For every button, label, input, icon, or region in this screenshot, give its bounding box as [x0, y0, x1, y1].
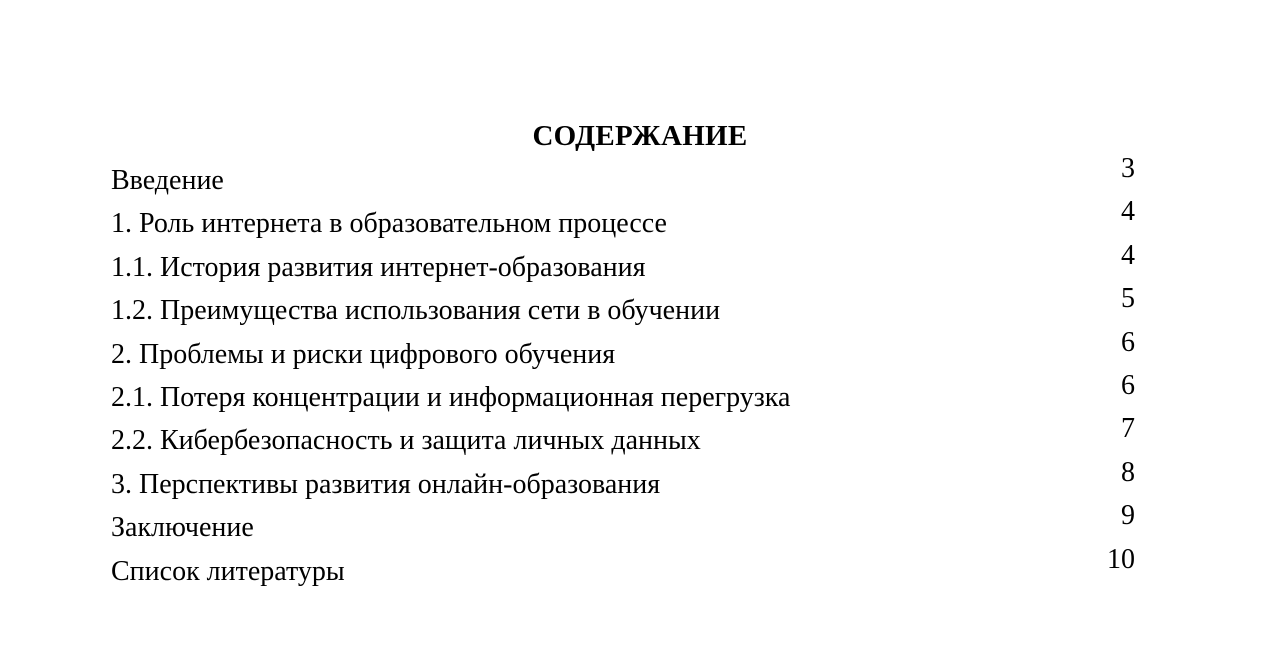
toc-entry-chapter-2 [111, 326, 1141, 377]
toc-entry-chapter-1 [111, 196, 1141, 246]
toc-entry-section-1-2 [111, 283, 1141, 333]
toc-entry-page-number: 7 [1121, 413, 1135, 445]
toc-entry-label: Введение [111, 165, 224, 196]
toc-entry-label: 3. Перспективы развития онлайн-образования [111, 468, 661, 500]
toc-entry-page-number: 4 [1121, 239, 1135, 271]
toc-entry-page-number: 9 [1121, 500, 1135, 532]
toc-entry-label: Заключение [111, 512, 254, 544]
toc-entry-label: 2.1. Потеря концентрации и информационная перегрузка [111, 381, 791, 413]
toc-entry-label: 1. Роль интернета в образовательном процессе [111, 208, 667, 240]
toc-entry-label: 2. Проблемы и риски цифрового обучения [111, 338, 616, 370]
toc-entry-introduction [111, 153, 1141, 203]
toc-title: СОДЕРЖАНИЕ [532, 120, 748, 152]
toc-entry-page-number: 5 [1121, 283, 1135, 315]
toc-entry-conclusion [111, 500, 1141, 550]
toc-entry-chapter-3 [111, 456, 1141, 507]
toc-entry-section-2-2 [111, 413, 1141, 463]
toc-entry-section-2-1 [111, 369, 1141, 420]
toc-entry-bibliography [111, 543, 1141, 594]
toc-entry-page-number: 3 [1121, 153, 1135, 184]
toc-entry-page-number: 10 [1107, 543, 1135, 575]
toc-entry-label: Список литературы [111, 555, 345, 587]
toc-entry-page-number: 8 [1121, 456, 1135, 488]
toc-entry-label: 1.1. История развития интернет-образования [111, 251, 646, 283]
toc-entry-section-1-1 [111, 239, 1141, 290]
toc-entry-page-number: 6 [1121, 369, 1135, 401]
toc-entry-label: 2.2. Кибербезопасность и защита личных данных [111, 425, 701, 457]
toc-entry-label: 1.2. Преимущества использования сети в обучении [111, 295, 721, 327]
toc-entry-page-number: 6 [1121, 326, 1135, 358]
toc-entry-page-number: 4 [1121, 196, 1135, 228]
toc-list [111, 153, 1141, 594]
